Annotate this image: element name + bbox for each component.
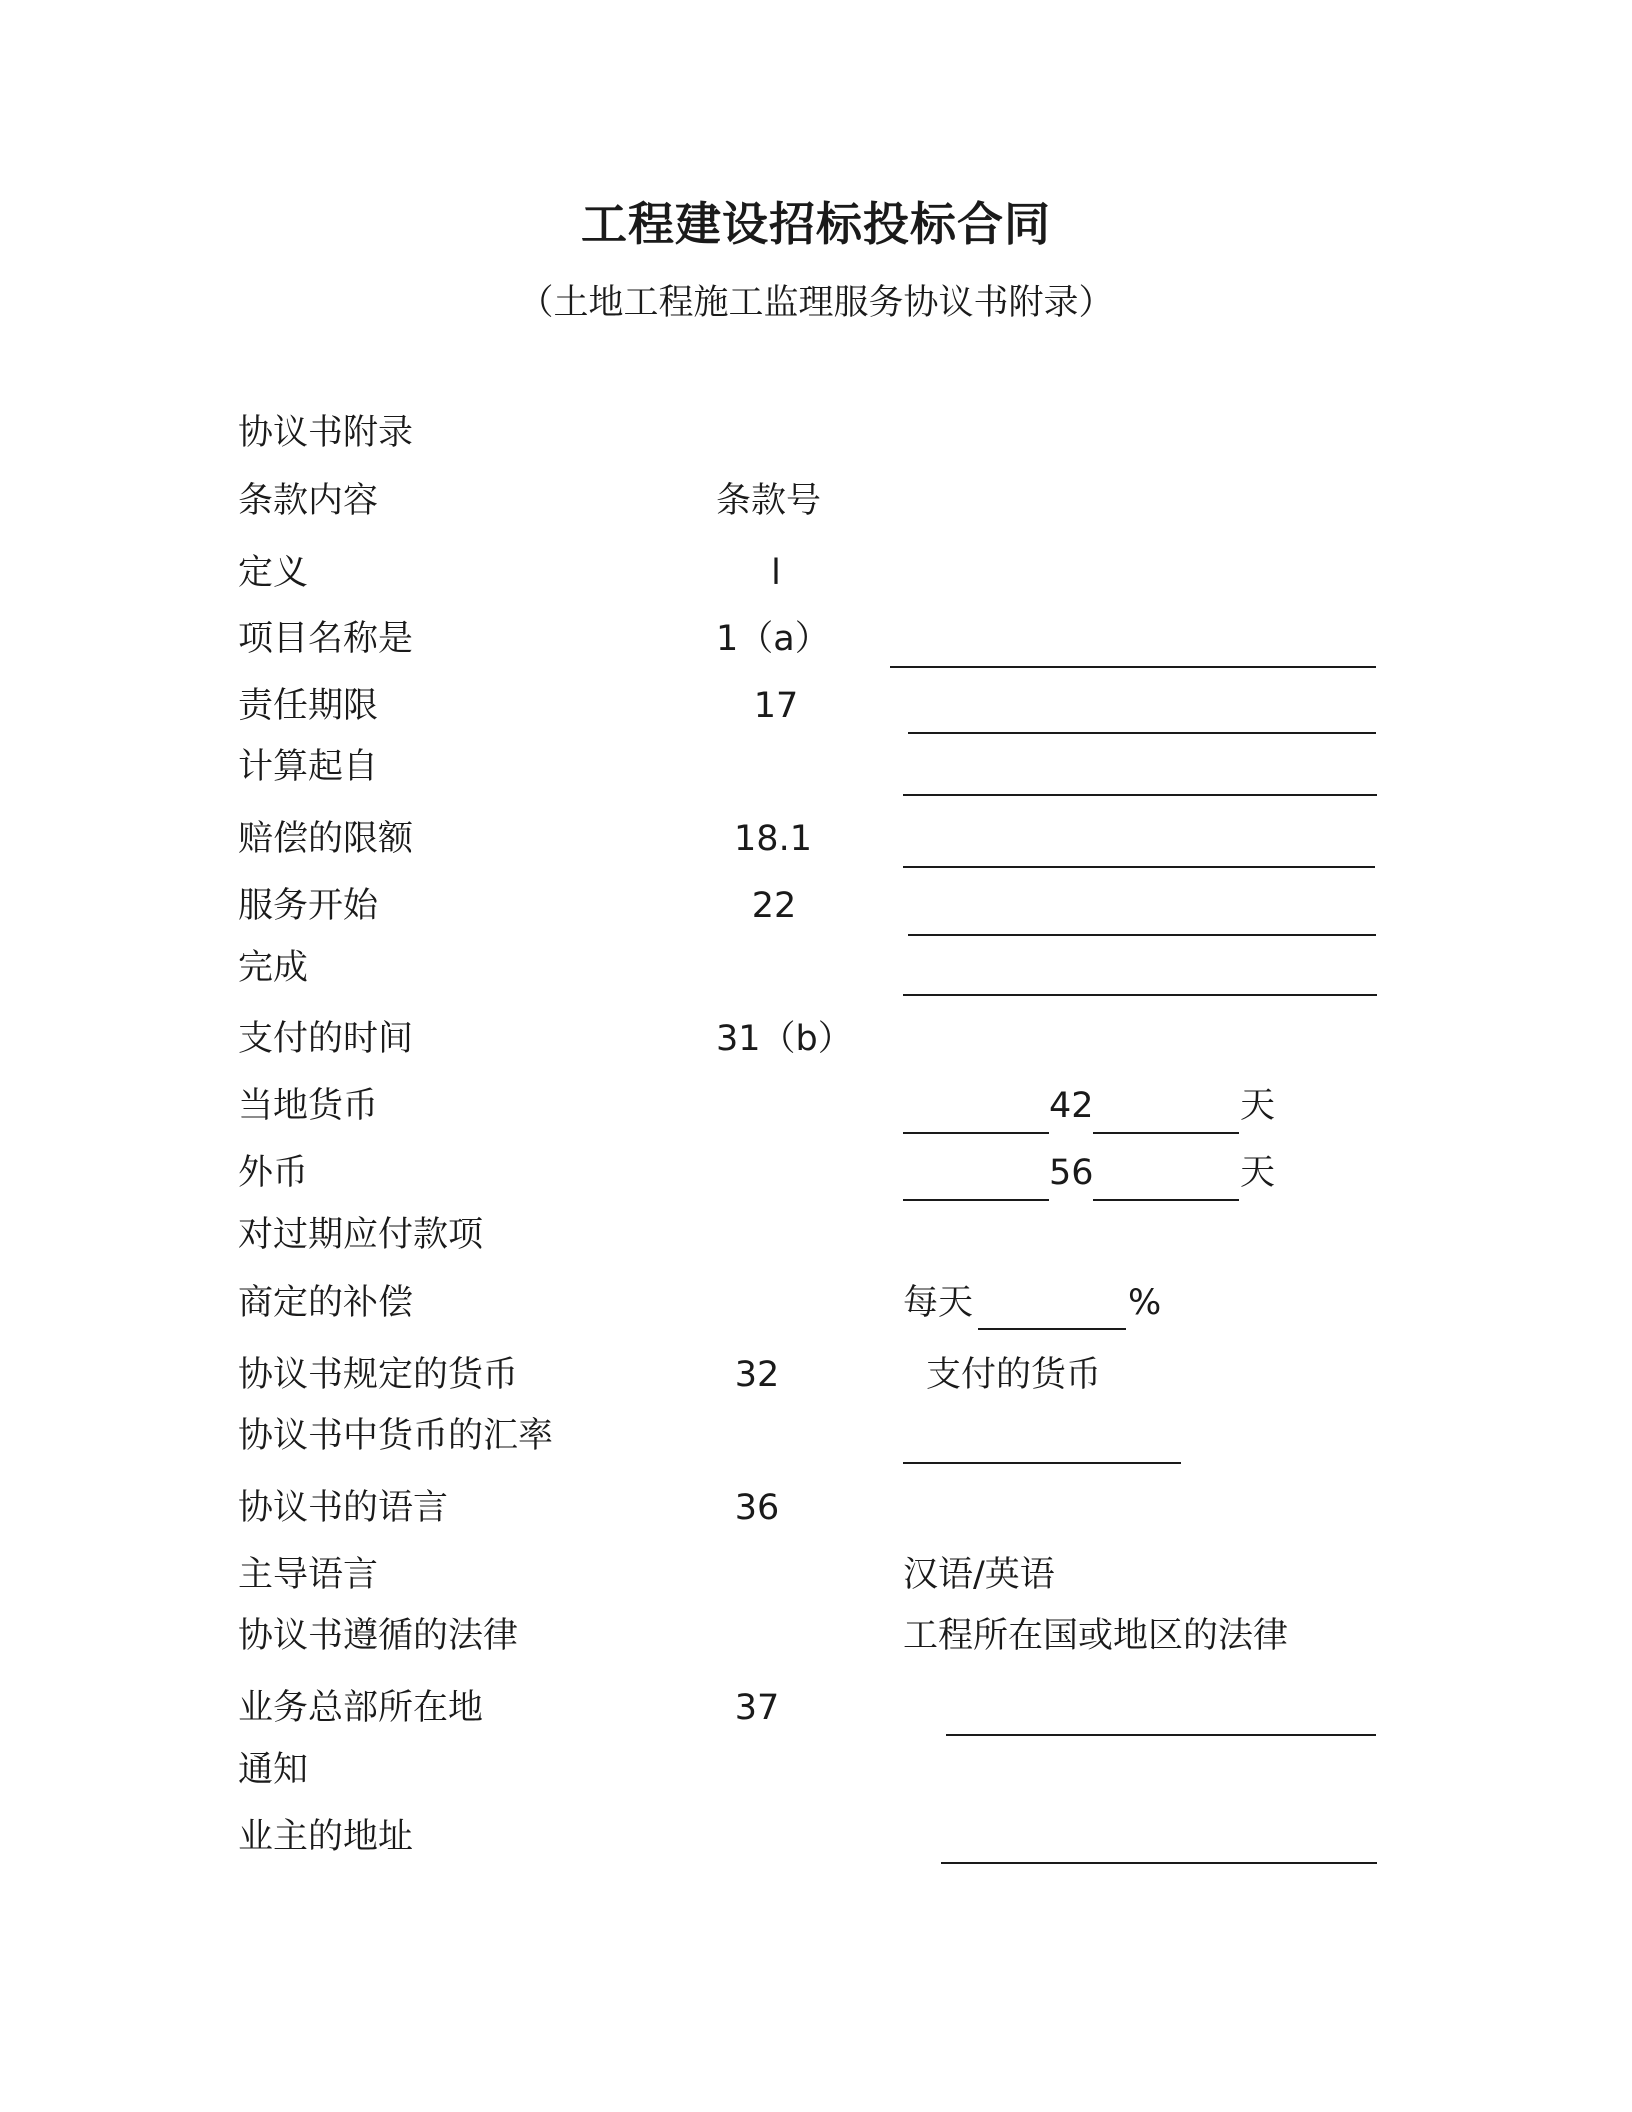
row-clause-number: 36 [734, 1488, 780, 1528]
blank-line-compensation-limit [903, 866, 1375, 868]
blank-line-right [1093, 1199, 1239, 1201]
row-clause-number: l [771, 553, 781, 593]
row-label: 业主的地址 [238, 1817, 414, 1857]
row-clause-number: 1（a） [716, 619, 830, 659]
days-value: 42 [1049, 1086, 1094, 1126]
days-unit: 天 [1240, 1153, 1276, 1193]
row-clause-number: 17 [753, 686, 799, 726]
row-clause-number: 31（b） [716, 1019, 853, 1059]
percent-sign: % [1128, 1283, 1162, 1323]
row-clause-number: 18.1 [734, 819, 812, 859]
row-clause-number: 37 [734, 1688, 780, 1728]
document-title: 工程建设招标投标合同 [581, 197, 1051, 251]
blank-line-left [903, 1132, 1049, 1134]
row-clause-number: 22 [751, 886, 797, 926]
row-value: 工程所在国或地区的法律 [903, 1616, 1289, 1656]
days-unit: 天 [1240, 1086, 1276, 1126]
per-day-label: 每天 [903, 1283, 974, 1323]
row-label: 对过期应付款项 [238, 1215, 484, 1255]
row-label: 协议书遵循的法律 [238, 1616, 519, 1656]
row-label: 服务开始 [238, 886, 379, 926]
blank-line-liability-period [908, 732, 1376, 734]
column-header-item: 条款内容 [238, 481, 379, 521]
row-label: 通知 [238, 1750, 309, 1790]
row-value: 支付的货币 [926, 1355, 1102, 1395]
blank-line-exchange-rate [903, 1462, 1181, 1464]
row-label: 商定的补偿 [238, 1283, 414, 1323]
blank-line-service-start [908, 934, 1376, 936]
days-value: 56 [1049, 1153, 1094, 1193]
section-heading: 协议书附录 [238, 413, 414, 453]
blank-line-owner-address [941, 1862, 1377, 1864]
blank-line-calculated-from [903, 794, 1377, 796]
row-label: 协议书中货币的汇率 [238, 1416, 554, 1456]
row-label: 完成 [238, 948, 309, 988]
document-subtitle: （土地工程施工监理服务协议书附录） [518, 283, 1114, 323]
blank-line-project-name [890, 666, 1376, 668]
row-label: 项目名称是 [238, 619, 414, 659]
blank-line-headquarters [946, 1734, 1376, 1736]
row-label: 计算起自 [238, 747, 379, 787]
row-label: 协议书的语言 [238, 1488, 449, 1528]
row-label: 责任期限 [238, 686, 379, 726]
row-label: 赔偿的限额 [238, 819, 414, 859]
column-header-clause: 条款号 [716, 481, 822, 521]
blank-line-right [1093, 1132, 1239, 1134]
row-value: 汉语/英语 [903, 1555, 1055, 1595]
row-label: 支付的时间 [238, 1019, 414, 1059]
row-label: 外币 [238, 1153, 309, 1193]
blank-line-completion [903, 994, 1377, 996]
row-label: 业务总部所在地 [238, 1688, 484, 1728]
row-label: 定义 [238, 553, 309, 593]
blank-line-left [903, 1199, 1049, 1201]
row-clause-number: 32 [734, 1355, 780, 1395]
row-label: 当地货币 [238, 1086, 379, 1126]
row-label: 协议书规定的货币 [238, 1355, 519, 1395]
blank-line-percentage [978, 1328, 1126, 1330]
row-label: 主导语言 [238, 1555, 379, 1595]
